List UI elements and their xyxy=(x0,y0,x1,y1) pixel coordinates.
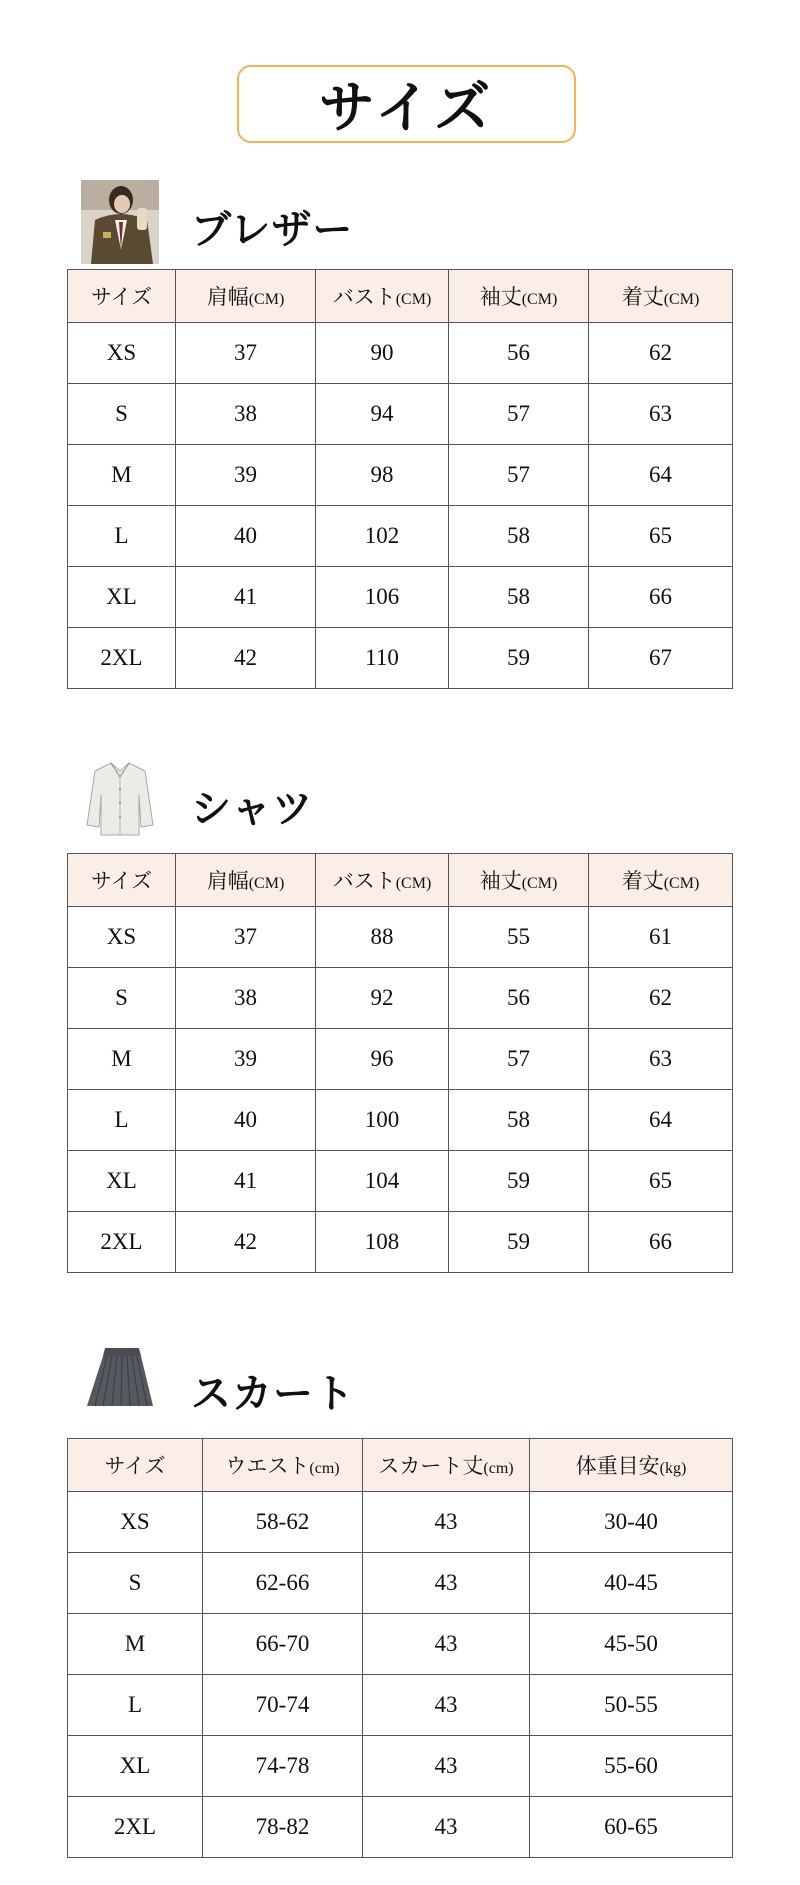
table-cell: 2XL xyxy=(68,1797,203,1858)
table-cell: 40-45 xyxy=(530,1553,733,1614)
table-cell: 40 xyxy=(176,1090,316,1151)
table-row xyxy=(68,1492,733,1553)
section-header-skirt xyxy=(81,1340,681,1426)
column-header: 肩幅(CM) xyxy=(176,270,316,323)
column-header: 体重目安(kg) xyxy=(530,1439,733,1492)
table-header-row xyxy=(68,270,733,323)
column-header: 着丈(CM) xyxy=(589,270,733,323)
table-cell: 58 xyxy=(449,567,589,628)
table-row xyxy=(68,1797,733,1858)
table-row xyxy=(68,567,733,628)
table-cell: 106 xyxy=(316,567,449,628)
table-cell: 74-78 xyxy=(203,1736,363,1797)
table-cell: 94 xyxy=(316,384,449,445)
table-cell: 38 xyxy=(176,968,316,1029)
table-cell: 57 xyxy=(449,445,589,506)
table-cell: XS xyxy=(68,323,176,384)
table-cell: 45-50 xyxy=(530,1614,733,1675)
table-cell: 62-66 xyxy=(203,1553,363,1614)
table-cell: XS xyxy=(68,1492,203,1553)
table-cell: 30-40 xyxy=(530,1492,733,1553)
table-cell: 88 xyxy=(316,907,449,968)
table-cell: 110 xyxy=(316,628,449,689)
section-header-blazer xyxy=(81,180,681,266)
table-cell: S xyxy=(68,968,176,1029)
shirt-size-table xyxy=(67,853,733,1273)
column-header: 袖丈(CM) xyxy=(449,270,589,323)
table-cell: 62 xyxy=(589,323,733,384)
shirt-photo-icon xyxy=(81,755,159,839)
table-header-row xyxy=(68,854,733,907)
table-cell: 63 xyxy=(589,384,733,445)
table-cell: XL xyxy=(68,1151,176,1212)
table-cell: 65 xyxy=(589,506,733,567)
table-cell: 41 xyxy=(176,567,316,628)
table-cell: 55-60 xyxy=(530,1736,733,1797)
table-cell: 39 xyxy=(176,445,316,506)
table-row xyxy=(68,323,733,384)
page-title-box xyxy=(237,65,576,143)
column-header: 肩幅(CM) xyxy=(176,854,316,907)
table-cell: S xyxy=(68,384,176,445)
page-title: サイズ xyxy=(318,76,495,141)
table-cell: 62 xyxy=(589,968,733,1029)
table-row xyxy=(68,907,733,968)
table-cell: L xyxy=(68,1090,176,1151)
table-cell: 70-74 xyxy=(203,1675,363,1736)
table-cell: 43 xyxy=(363,1492,530,1553)
table-cell: 56 xyxy=(449,968,589,1029)
table-cell: 43 xyxy=(363,1736,530,1797)
table-cell: 63 xyxy=(589,1029,733,1090)
column-header: サイズ xyxy=(68,854,176,907)
column-header: 袖丈(CM) xyxy=(449,854,589,907)
column-header: ウエスト(cm) xyxy=(203,1439,363,1492)
table-cell: 39 xyxy=(176,1029,316,1090)
table-row xyxy=(68,1212,733,1273)
column-header: バスト(CM) xyxy=(316,270,449,323)
table-cell: 61 xyxy=(589,907,733,968)
table-cell: 60-65 xyxy=(530,1797,733,1858)
table-cell: 65 xyxy=(589,1151,733,1212)
table-cell: 42 xyxy=(176,628,316,689)
table-row xyxy=(68,1675,733,1736)
table-cell: 2XL xyxy=(68,628,176,689)
table-cell: L xyxy=(68,506,176,567)
table-cell: 58-62 xyxy=(203,1492,363,1553)
table-cell: L xyxy=(68,1675,203,1736)
table-row xyxy=(68,968,733,1029)
table-header-row xyxy=(68,1439,733,1492)
column-header: バスト(CM) xyxy=(316,854,449,907)
table-cell: 57 xyxy=(449,1029,589,1090)
table-cell: 59 xyxy=(449,1151,589,1212)
table-row xyxy=(68,1029,733,1090)
table-cell: 41 xyxy=(176,1151,316,1212)
table-cell: 64 xyxy=(589,445,733,506)
table-cell: 43 xyxy=(363,1553,530,1614)
column-header: サイズ xyxy=(68,270,176,323)
column-header: 着丈(CM) xyxy=(589,854,733,907)
table-cell: M xyxy=(68,1614,203,1675)
table-cell: S xyxy=(68,1553,203,1614)
table-cell: 50-55 xyxy=(530,1675,733,1736)
column-header: スカート丈(cm) xyxy=(363,1439,530,1492)
table-cell: 59 xyxy=(449,628,589,689)
table-cell: XL xyxy=(68,1736,203,1797)
table-cell: 38 xyxy=(176,384,316,445)
skirt-photo-icon xyxy=(81,1340,159,1424)
table-cell: 37 xyxy=(176,907,316,968)
section-header-shirt xyxy=(81,755,681,841)
table-row xyxy=(68,506,733,567)
table-cell: 58 xyxy=(449,1090,589,1151)
table-row xyxy=(68,445,733,506)
section-title-shirt: シャツ xyxy=(191,786,314,832)
blazer-photo-icon xyxy=(81,180,159,264)
table-cell: 67 xyxy=(589,628,733,689)
table-cell: 37 xyxy=(176,323,316,384)
skirt-size-table xyxy=(67,1438,733,1858)
table-cell: 64 xyxy=(589,1090,733,1151)
table-cell: 104 xyxy=(316,1151,449,1212)
blazer-size-table xyxy=(67,269,733,689)
table-cell: 100 xyxy=(316,1090,449,1151)
table-cell: 66 xyxy=(589,1212,733,1273)
table-cell: 56 xyxy=(449,323,589,384)
table-cell: M xyxy=(68,445,176,506)
table-cell: 43 xyxy=(363,1797,530,1858)
table-cell: 66 xyxy=(589,567,733,628)
table-row xyxy=(68,1736,733,1797)
table-cell: 78-82 xyxy=(203,1797,363,1858)
section-title-skirt: スカート xyxy=(191,1371,355,1417)
table-cell: 43 xyxy=(363,1614,530,1675)
column-header: サイズ xyxy=(68,1439,203,1492)
section-title-blazer: ブレザー xyxy=(191,207,354,253)
table-cell: 98 xyxy=(316,445,449,506)
table-cell: 58 xyxy=(449,506,589,567)
table-row xyxy=(68,384,733,445)
table-cell: M xyxy=(68,1029,176,1090)
table-cell: 90 xyxy=(316,323,449,384)
table-cell: XS xyxy=(68,907,176,968)
table-cell: 102 xyxy=(316,506,449,567)
table-cell: 92 xyxy=(316,968,449,1029)
table-cell: 57 xyxy=(449,384,589,445)
table-row xyxy=(68,628,733,689)
table-cell: 66-70 xyxy=(203,1614,363,1675)
table-row xyxy=(68,1090,733,1151)
table-cell: 2XL xyxy=(68,1212,176,1273)
table-cell: XL xyxy=(68,567,176,628)
table-cell: 59 xyxy=(449,1212,589,1273)
table-cell: 40 xyxy=(176,506,316,567)
table-cell: 42 xyxy=(176,1212,316,1273)
table-cell: 108 xyxy=(316,1212,449,1273)
table-cell: 55 xyxy=(449,907,589,968)
table-cell: 96 xyxy=(316,1029,449,1090)
table-cell: 43 xyxy=(363,1675,530,1736)
table-row xyxy=(68,1151,733,1212)
table-row xyxy=(68,1553,733,1614)
table-row xyxy=(68,1614,733,1675)
